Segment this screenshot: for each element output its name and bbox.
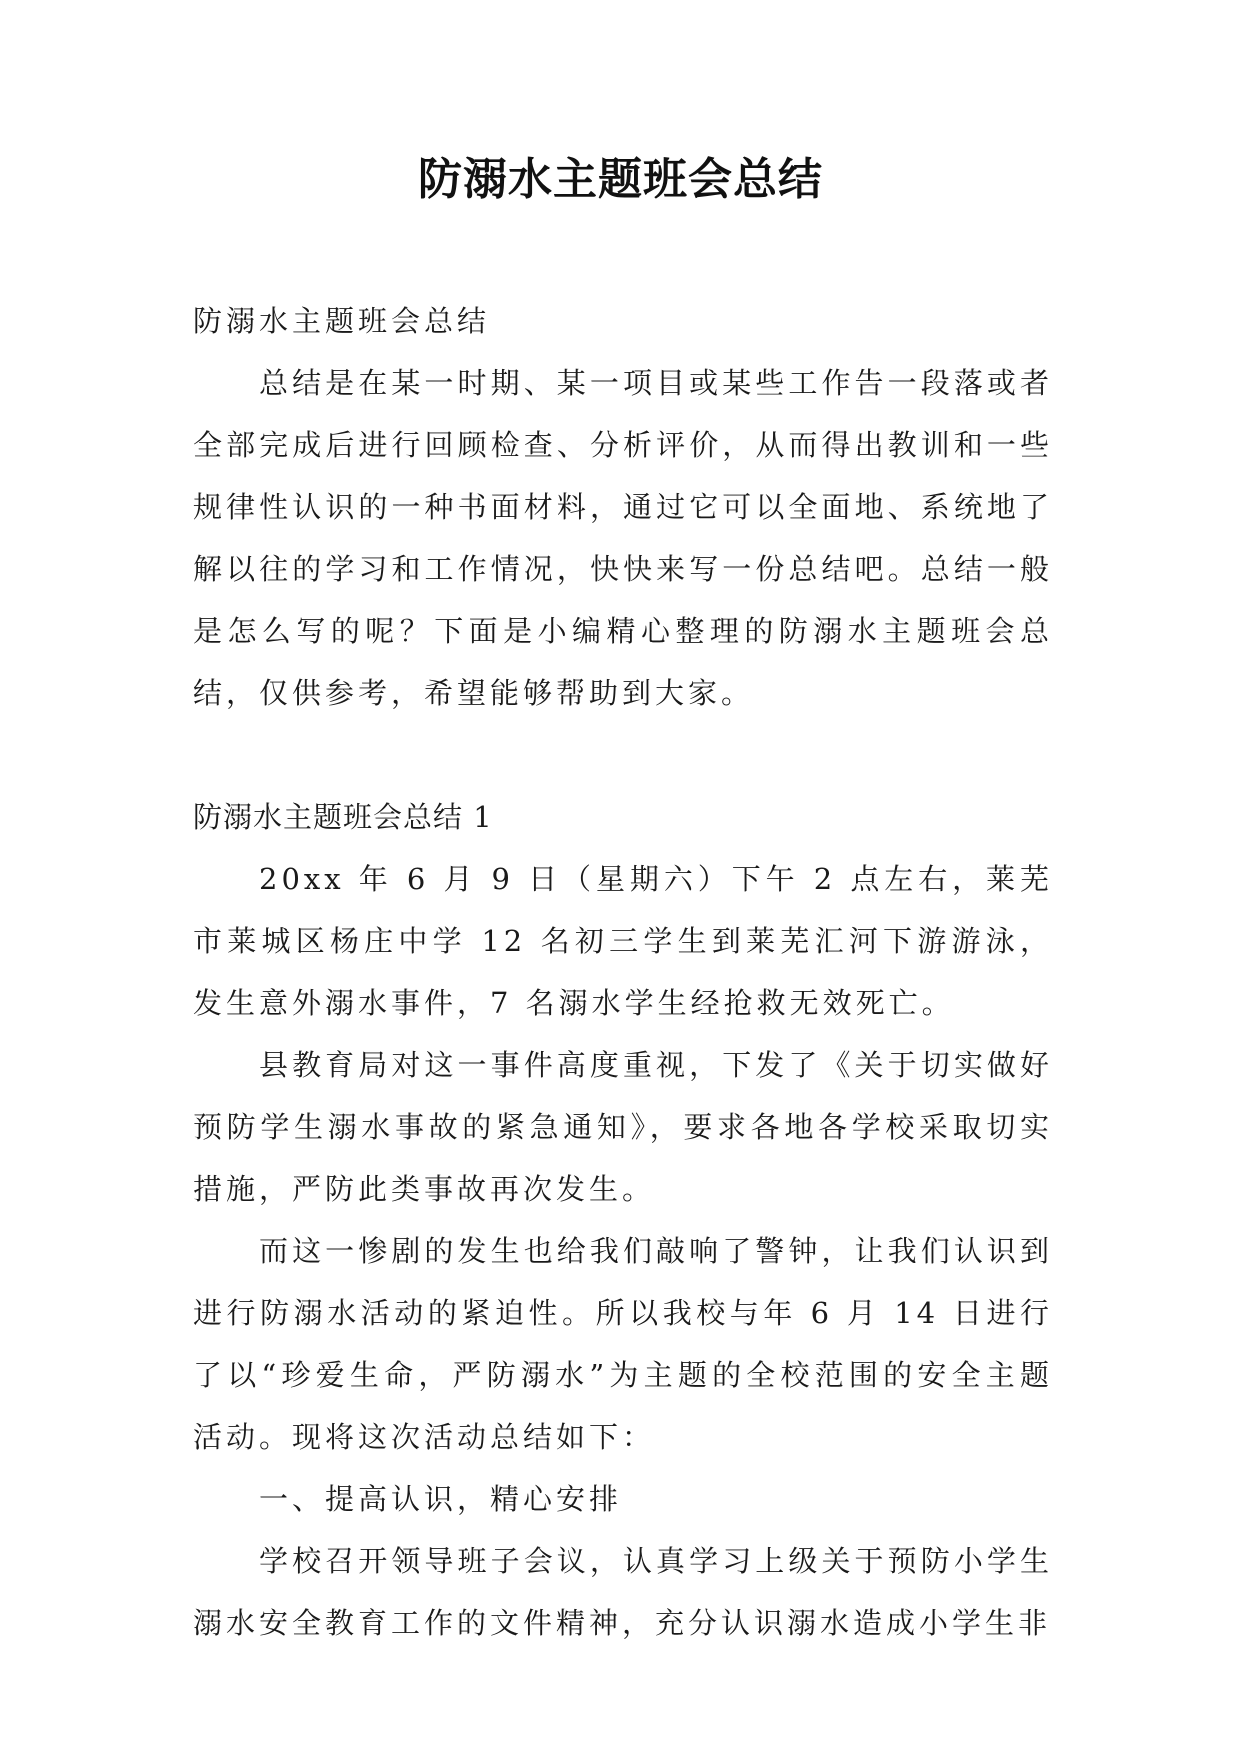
intro-paragraph: 总结是在某一时期、某一项目或某些工作告一段落或者全部完成后进行回顾检查、分析评价，从而得出教训和一些规律性认识的一种书面材料，通过它可以全面地、系统地了解以往的学习和工作情况，快快来写一份总结吧。总结一般是怎么写的呢？下面是小编精心整理的防溺水主题班会总结，仅供参考，希望能够帮助到大家。 [193, 366, 1053, 710]
section-heading: 防溺水主题班会总结 1 [193, 800, 493, 834]
subheading-paragraph: 一、提高认识，精心安排 [259, 1482, 623, 1516]
body-paragraph: 20xx 年 6 月 9 日（星期六）下午 2 点左右，莱芜市莱城区杨庄中学 12 名初三学生到莱芜汇河下游游泳，发生意外溺水事件，7 名溺水学生经抢救无效死亡。 [193, 862, 1053, 1020]
body-paragraph: 而这一惨剧的发生也给我们敲响了警钟，让我们认识到进行防溺水活动的紧迫性。所以我校与年 6 月 14 日进行了以“珍爱生命，严防溺水”为主题的全校范围的安全主题活动。现将这次活动总结如下： [193, 1234, 1053, 1454]
document-subtitle: 防溺水主题班会总结 [193, 304, 491, 338]
document-body [193, 290, 1053, 1654]
document-title: 防溺水主题班会总结 [418, 154, 823, 205]
body-paragraph: 学校召开领导班子会议，认真学习上级关于预防小学生溺水安全教育工作的文件精神，充分认识溺水造成小学生非 [193, 1544, 1053, 1640]
body-paragraph: 县教育局对这一事件高度重视，下发了《关于切实做好预防学生溺水事故的紧急通知》，要求各地各学校采取切实措施，严防此类事故再次发生。 [193, 1048, 1053, 1206]
paragraph-spacer [193, 724, 1053, 786]
